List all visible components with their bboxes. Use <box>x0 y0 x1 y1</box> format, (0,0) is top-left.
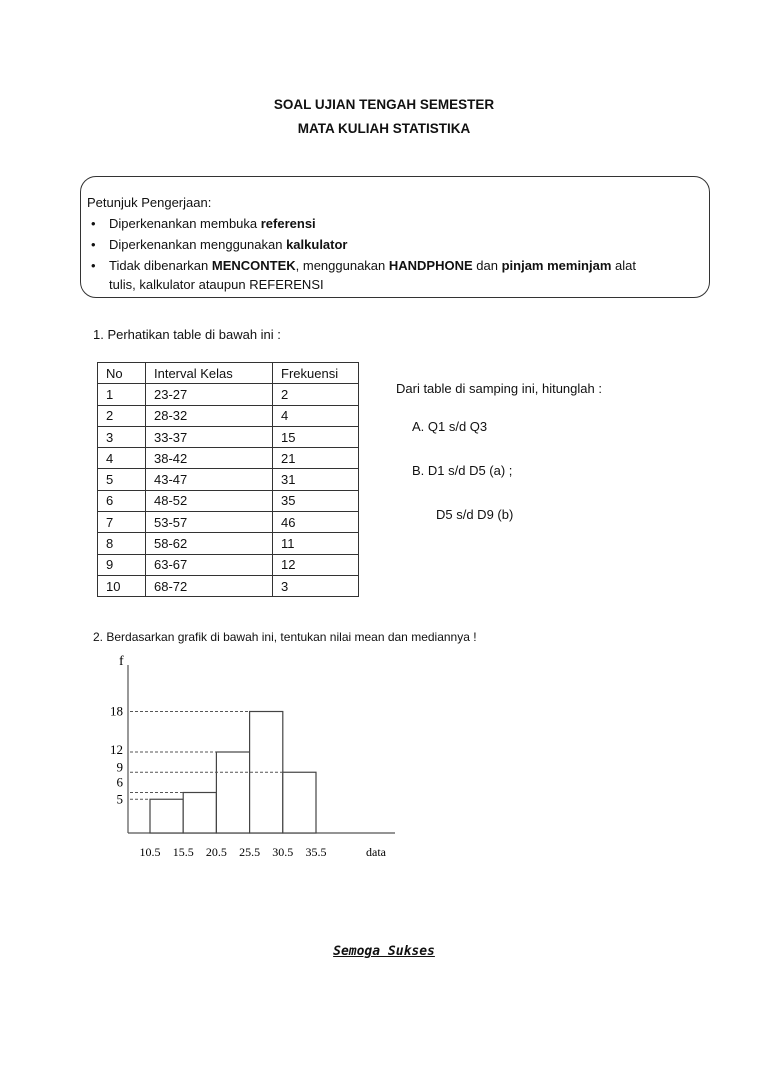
question-1: 1. Perhatikan table di bawah ini : <box>93 327 281 342</box>
y-tick-label: 12 <box>110 742 123 757</box>
table-cell: 2 <box>98 405 146 426</box>
x-tick-label: 15.5 <box>172 845 194 859</box>
x-tick-label: 35.5 <box>305 845 327 859</box>
table-cell: 12 <box>273 554 359 575</box>
y-tick-label: 9 <box>116 759 123 775</box>
table-cell: 4 <box>98 448 146 469</box>
instruction-item: • Diperkenankan membuka referensi <box>91 216 316 231</box>
table-cell: 8 <box>98 533 146 554</box>
table-cell: 58-62 <box>146 533 273 554</box>
course-title: MATA KULIAH STATISTIKA <box>297 121 471 136</box>
header-cell: Frekuensi <box>273 363 359 384</box>
y-axis-label: f <box>119 654 124 669</box>
question-1b: B. D1 s/d D5 (a) ; <box>412 463 513 478</box>
table-cell: 9 <box>98 554 146 575</box>
table-cell: 2 <box>273 384 359 405</box>
x-tick-label: 20.5 <box>205 845 227 859</box>
histogram-bar <box>283 772 316 833</box>
instruction-text: Diperkenankan menggunakan <box>109 237 287 252</box>
closing-message: Semoga Sukses <box>333 944 435 959</box>
instruction-text: Tidak dibenarkan <box>109 258 212 273</box>
histogram-bar <box>183 793 216 834</box>
instruction-bold: kalkulator <box>286 237 348 252</box>
instruction-item: • Tidak dibenarkan MENCONTEK, menggunakan HANDPHONE dan pinjam meminjam alat <box>91 258 636 273</box>
table-cell: 6 <box>98 490 146 511</box>
y-tick-label: 18 <box>110 703 123 719</box>
histogram-bar <box>150 799 183 833</box>
question-1-instruction: Dari table di samping ini, hitunglah : <box>396 381 602 396</box>
table-cell: 21 <box>273 448 359 469</box>
table-cell: 63-67 <box>146 554 273 575</box>
table-cell: 68-72 <box>146 575 273 596</box>
y-tick-label: 6 <box>116 774 123 790</box>
instruction-bold: HANDPHONE <box>388 258 473 273</box>
header-cell: Interval Kelas <box>146 363 273 384</box>
x-tick-label: 30.5 <box>272 845 294 859</box>
x-axis-label: data <box>366 845 386 859</box>
table-cell: 7 <box>98 512 146 533</box>
y-tick-label: 5 <box>116 791 123 807</box>
x-tick-label: 25.5 <box>239 845 261 859</box>
table-cell: 10 <box>98 575 146 596</box>
table-cell: 1 <box>98 384 146 405</box>
histogram-bar <box>216 752 249 833</box>
table-cell: 23-27 <box>146 384 273 405</box>
table-cell: 53-57 <box>146 512 273 533</box>
table-cell: 43-47 <box>146 469 273 490</box>
table-cell: 33-37 <box>146 426 273 447</box>
instruction-text: tulis, kalkulator ataupun REFERENSI <box>109 277 324 292</box>
instructions-heading: Petunjuk Pengerjaan: <box>87 195 212 210</box>
table-cell: 46 <box>273 512 359 533</box>
table-cell: 31 <box>273 469 359 490</box>
question-2: 2. Berdasarkan grafik di bawah ini, tentukan nilai mean dan mediannya ! <box>93 630 477 644</box>
instruction-text: Diperkenankan membuka <box>109 216 261 231</box>
instruction-text: dan <box>472 258 502 273</box>
table-cell: 11 <box>273 533 359 554</box>
question-1b-part2: D5 s/d D9 (b) <box>436 507 514 522</box>
question-1a: A. Q1 s/d Q3 <box>412 419 488 434</box>
table-cell: 3 <box>98 426 146 447</box>
instruction-bold: MENCONTEK <box>211 258 296 273</box>
exam-title: SOAL UJIAN TENGAH SEMESTER <box>273 97 495 112</box>
header-cell: No <box>98 363 146 384</box>
table-cell: 35 <box>273 490 359 511</box>
table-cell: 38-42 <box>146 448 273 469</box>
table-cell: 5 <box>98 469 146 490</box>
table-cell: 3 <box>273 575 359 596</box>
instruction-bold: pinjam meminjam <box>501 258 612 273</box>
x-tick-label: 10.5 <box>139 845 161 859</box>
table-cell: 15 <box>273 426 359 447</box>
instruction-bold: referensi <box>260 216 316 231</box>
instruction-text: , menggunakan <box>295 258 389 273</box>
instruction-item: • Diperkenankan menggunakan kalkulator <box>91 237 348 252</box>
table-cell: 48-52 <box>146 490 273 511</box>
table-cell: 4 <box>273 405 359 426</box>
table-cell: 28-32 <box>146 405 273 426</box>
instruction-text: alat <box>611 258 636 273</box>
